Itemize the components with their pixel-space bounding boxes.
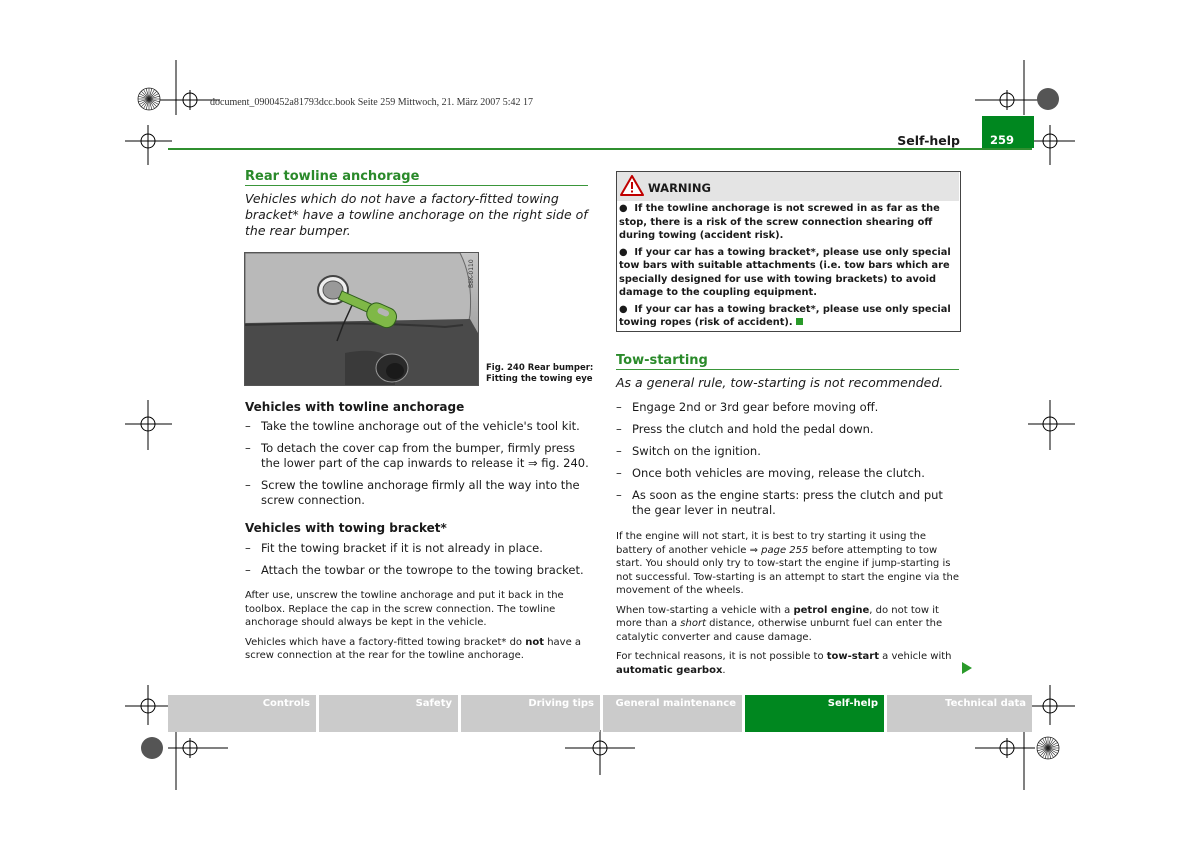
page-ref-link[interactable]: page 255 [761,544,809,556]
figure-code: B8K-0110 [468,259,475,288]
warning-item: ● If your car has a towing bracket*, please use only special towing ropes (risk of accident). [619,303,951,328]
warning-triangle-icon [620,175,644,196]
note-automatic: For technical reasons, it is not possible to tow-start a vehicle with automatic gearbox. [616,651,952,676]
list-item: – As soon as the engine starts: press the clutch and put the gear lever in neutral. [616,488,961,518]
subhead-towline-anchorage: Vehicles with towline anchorage [245,400,465,414]
warning-body [619,202,957,333]
subhead-towing-bracket: Vehicles with towing bracket* [245,521,447,535]
print-info-line: document_0900452a81793dcc.book Seite 259 Mittwoch, 21. März 2007 5:42 17 [210,97,534,108]
section-title-tow-starting: Tow-starting [616,353,708,368]
list-bracket-steps [245,541,590,585]
section-rule [245,185,588,186]
list-item: – Engage 2nd or 3rd gear before moving off. [616,400,961,415]
warning-title: WARNING [648,181,711,195]
list-item: – To detach the cover cap from the bumper, firmly press the lower part of the cap inwards to release it ⇒ fig. 240. [245,441,590,471]
tab-driving-tips[interactable]: Driving tips [461,695,600,732]
page-number: 259 [989,133,1014,147]
tab-self-help[interactable]: Self-help [745,695,884,732]
section-intro: Vehicles which do not have a factory-fitted towing bracket* have a towline anchorage on the right side of the rear bumper. [245,191,588,238]
list-item: – Fit the towing bracket if it is not already in place. [245,541,590,556]
header-section-title: Self-help [897,133,960,148]
tab-general-maintenance[interactable]: General maintenance [603,695,742,732]
section-rule [616,369,959,370]
rear-bumper-illustration [245,253,478,385]
section-title-rear-towline: Rear towline anchorage [245,169,420,184]
end-of-section-icon [796,318,803,325]
tab-technical-data[interactable]: Technical data [887,695,1032,732]
figure-caption-line2: Fitting the towing eye [486,374,593,384]
list-item: – Screw the towline anchorage firmly all the way into the screw connection. [245,478,590,508]
continue-arrow-icon [962,662,972,674]
tab-controls[interactable]: Controls [168,695,316,732]
figure-rear-bumper [244,252,479,386]
list-item: – Once both vehicles are moving, release the clutch. [616,466,961,481]
warning-item: ● If the towline anchorage is not screwed in as far as the stop, there is a risk of the screw connection shearing off during towing (accident risk). [619,203,940,241]
note-factory-bracket: Vehicles which have a factory-fitted towing bracket* do not have a screw connection at the rear for the towline anchorage. [245,636,582,661]
note-jump-start: If the engine will not start, it is best to try starting it using the battery of another vehicle ⇒ page 255 before attempting to tow start. You should only try to tow-start the engine if jump-starting is not successful. Tow-starting is an attempt to start the engine via the movement of the wheels. [616,531,960,596]
section-intro-tow: As a general rule, tow-starting is not recommended. [616,375,944,390]
left-notes [245,589,585,669]
figure-caption-line1: Fig. 240 Rear bumper: [486,363,594,373]
header-rule [168,148,1032,150]
list-item: – Take the towline anchorage out of the vehicle's tool kit. [245,419,590,434]
list-item: – Attach the towbar or the towrope to the towing bracket. [245,563,590,578]
list-item: – Press the clutch and hold the pedal down. [616,422,961,437]
note-after-use: After use, unscrew the towline anchorage and put it back in the toolbox. Replace the cap in the screw connection. The towline anchorage should always be kept in the vehicle. [245,590,564,628]
list-item: – Switch on the ignition. [616,444,961,459]
warning-item: ● If your car has a towing bracket*, please use only special tow bars with suitable attachments (i.e. tow bars which are specially designed for use with towing brackets) to avoid damage to the coupling equipment. [619,246,951,298]
list-tow-start-steps [616,400,961,525]
tab-safety[interactable]: Safety [319,695,458,732]
list-towline-steps [245,419,590,515]
right-notes [616,530,960,683]
note-petrol-engine: When tow-starting a vehicle with a petrol engine, do not tow it more than a short distance, otherwise unburnt fuel can enter the catalytic converter and cause damage. [616,604,943,643]
